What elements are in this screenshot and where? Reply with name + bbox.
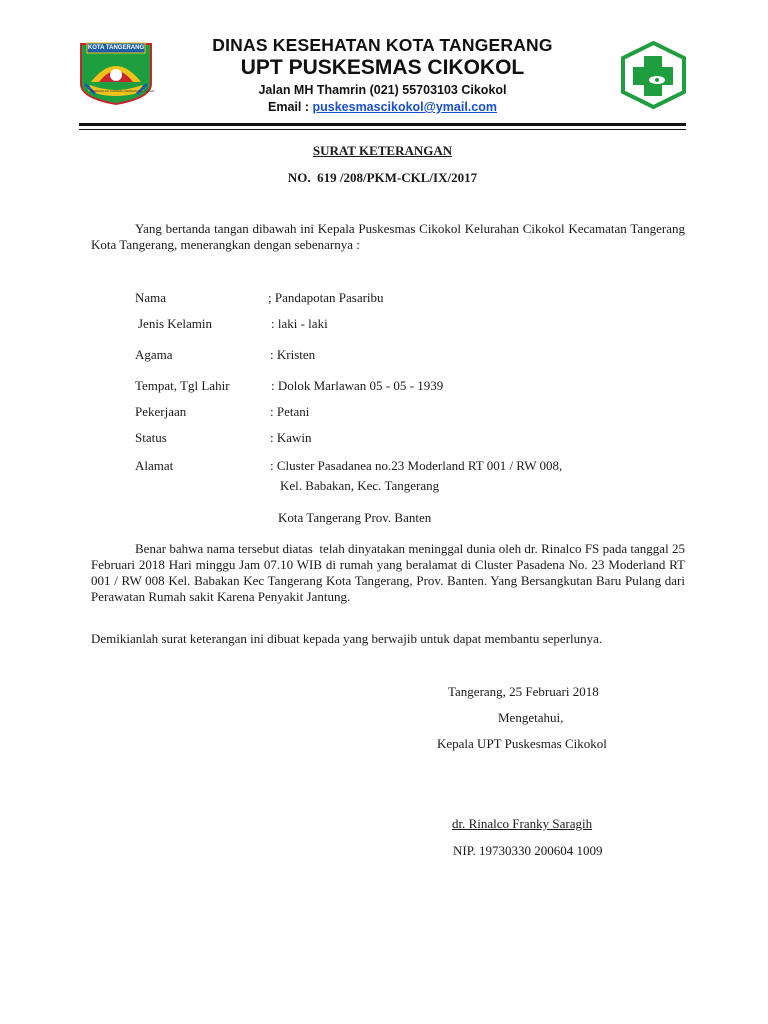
field-value-alamat: : Cluster Pasadanea no.23 Moderland RT 001 / RW 008,	[270, 458, 563, 473]
signature-place-date: Tangerang, 25 Februari 2018	[448, 684, 599, 699]
field-label-nama: Nama	[135, 290, 167, 305]
signature-nip: NIP. 19730330 200604 1009	[453, 843, 603, 858]
field-label-agama: Agama	[135, 347, 173, 362]
header-divider-thin	[79, 129, 686, 130]
field-label-alamat: Alamat	[135, 458, 174, 473]
field-value-status: : Kawin	[270, 430, 312, 445]
org-address: Jalan MH Thamrin (021) 55703103 Cikokol	[258, 83, 507, 97]
field-value-alamat-line2: Kel. Babakan, Kec. Tangerang	[280, 478, 440, 493]
field-label-status: Status	[135, 430, 167, 445]
email-label: Email :	[268, 100, 313, 114]
signature-position: Kepala UPT Puskesmas Cikokol	[437, 736, 607, 751]
field-value-nama: ; Pandapotan Pasaribu	[268, 290, 384, 305]
field-value-alamat-line3: Kota Tangerang Prov. Banten	[278, 510, 432, 525]
field-value-pekerjaan: : Petani	[270, 404, 310, 419]
statement-paragraph: Benar bahwa nama tersebut diatas telah dinyatakan meninggal dunia oleh dr. Rinalco FS pada tanggal 25 Februari 2018 Hari minggu Jam 07.10 WIB di rumah yang beralamat di Cluster Pasadena No. 23 Moderland RT 001 / RW 008 Kel. Babakan Kec Tangerang Kota Tangerang, Prov. Banten. Yang Bersangkutan Baru Pulang dari Perawatan Rumah sakit Karena Penyakit Jantung.	[91, 541, 689, 604]
field-label-jenis-kelamin: Jenis Kelamin	[138, 316, 213, 331]
logo-city-text: KOTA TANGERANG	[87, 45, 145, 51]
letter-title: SURAT KETERANGAN	[312, 143, 453, 158]
field-value-agama: : Kristen	[270, 347, 316, 362]
field-value-tempat-tgl-lahir: : Dolok Marlawan 05 - 05 - 1939	[271, 378, 444, 393]
signature-acknowledged: Mengetahui,	[498, 710, 564, 725]
org-name-line1: DINAS KESEHATAN KOTA TANGERANG	[212, 35, 553, 55]
logo-motto-text: BERAKHLAK KARIMAH CERDAS DAN SEHAT	[91, 89, 155, 93]
puskesmas-logo	[617, 40, 690, 110]
field-label-pekerjaan: Pekerjaan	[135, 404, 187, 419]
field-label-tempat-tgl-lahir: Tempat, Tgl Lahir	[135, 378, 230, 393]
letter-number: NO. 619 /208/PKM-CKL/IX/2017	[287, 170, 478, 185]
org-email-line	[150, 100, 615, 114]
field-value-jenis-kelamin: : laki - laki	[271, 316, 328, 331]
org-name-line2: UPT PUSKESMAS CIKOKOL	[240, 56, 525, 79]
signature-name: dr. Rinalco Franky Saragih	[452, 816, 593, 831]
kota-tangerang-logo	[77, 40, 155, 106]
intro-paragraph: Yang bertanda tangan dibawah ini Kepala Puskesmas Cikokol Kelurahan Cikokol Kecamatan Tangerang Kota Tangerang, menerangkan dengan sebenarnya :	[91, 221, 685, 252]
closing-paragraph: Demikianlah surat keterangan ini dibuat kepada yang berwajib untuk dapat membantu seperlunya.	[91, 631, 603, 646]
header-divider-thick	[79, 123, 686, 126]
email-link[interactable]: puskesmascikokol@ymail.com	[312, 100, 497, 114]
